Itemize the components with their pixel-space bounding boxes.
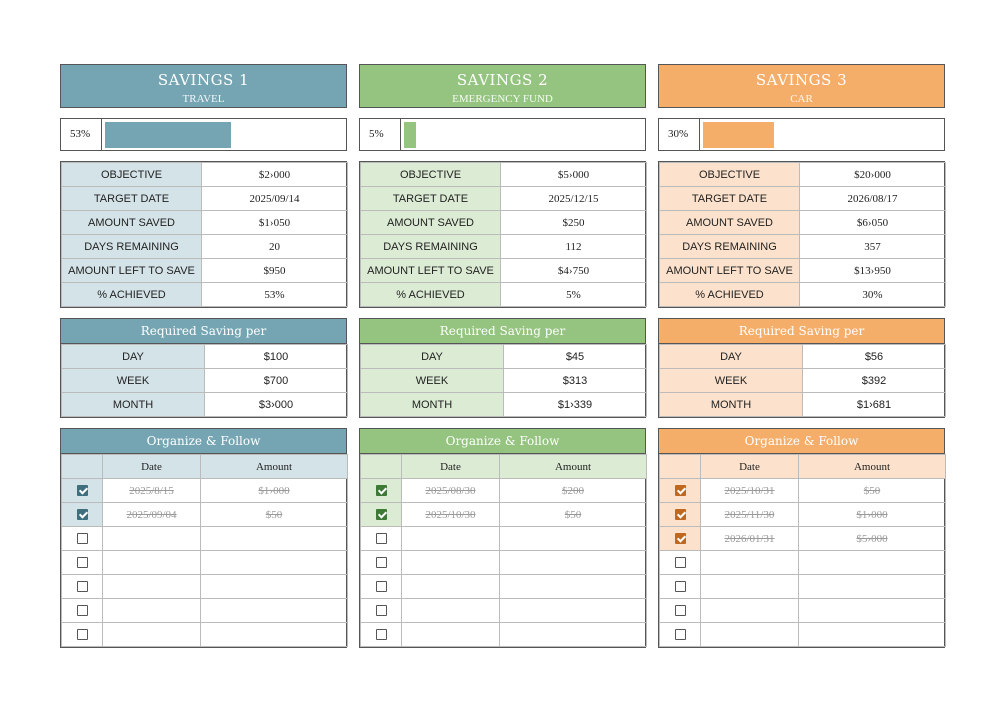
objective-value[interactable]: $2›000 [202, 163, 348, 187]
days-remaining-label: DAYS REMAINING [361, 235, 501, 259]
entry-date[interactable] [402, 623, 500, 647]
entry-row [660, 623, 946, 647]
organize-header-row [62, 455, 348, 479]
checked-checkbox[interactable] [675, 533, 686, 544]
days-remaining-value[interactable]: 357 [800, 235, 946, 259]
required-saving-title: Required Saving per [360, 319, 645, 344]
checkbox-cell [660, 551, 701, 575]
progress-bar [105, 122, 231, 148]
savings-header [359, 64, 646, 108]
organize-follow-title: Organize & Follow [360, 429, 645, 454]
checkbox-cell [62, 503, 103, 527]
per-month-value[interactable]: $3›000 [205, 393, 348, 417]
per-month-label: MONTH [361, 393, 504, 417]
objective-value[interactable]: $20›000 [800, 163, 946, 187]
checkbox-cell [660, 623, 701, 647]
objective-row [361, 163, 647, 187]
per-month-label: MONTH [62, 393, 205, 417]
days-remaining-value[interactable]: 112 [501, 235, 647, 259]
checked-checkbox[interactable] [675, 509, 686, 520]
savings-title: SAVINGS 2 [456, 71, 549, 89]
checkbox-cell [62, 527, 103, 551]
checkbox-cell [361, 503, 402, 527]
progress-bar [404, 122, 416, 148]
percent-achieved-label: % ACHIEVED [62, 283, 202, 307]
stats-table [359, 161, 646, 308]
entry-date[interactable]: 2025/11/30 [701, 503, 799, 527]
progress-box [658, 118, 945, 151]
checkbox-cell [660, 599, 701, 623]
stats-table [658, 161, 945, 308]
objective-row [62, 163, 348, 187]
entry-amount[interactable] [201, 575, 348, 599]
per-day-label: DAY [62, 345, 205, 369]
unchecked-checkbox[interactable] [77, 557, 88, 568]
entry-row [660, 527, 946, 551]
entry-row [361, 599, 647, 623]
progress-box [60, 118, 347, 151]
unchecked-checkbox[interactable] [77, 605, 88, 616]
days-remaining-row [361, 235, 647, 259]
entry-row [62, 503, 348, 527]
percent-achieved-row [361, 283, 647, 307]
per-month-row [62, 393, 348, 417]
progress-percent: 5% [369, 128, 384, 140]
per-month-row [660, 393, 946, 417]
checkbox-column-header [361, 455, 402, 479]
per-week-value[interactable]: $313 [504, 369, 647, 393]
amount-left-row [62, 259, 348, 283]
unchecked-checkbox[interactable] [77, 533, 88, 544]
savings-subtitle: TRAVEL [182, 93, 225, 105]
objective-label: OBJECTIVE [62, 163, 202, 187]
entry-amount[interactable] [500, 575, 647, 599]
required-saving-table [658, 318, 945, 418]
percent-achieved-value[interactable]: 30% [800, 283, 946, 307]
entry-row [62, 623, 348, 647]
entry-row [62, 551, 348, 575]
entry-row [361, 575, 647, 599]
checkbox-cell [660, 575, 701, 599]
entry-amount[interactable]: $1›000 [201, 479, 348, 503]
checkbox-cell [361, 623, 402, 647]
entry-amount[interactable]: $1›000 [799, 503, 946, 527]
target-date-value[interactable]: 2026/08/17 [800, 187, 946, 211]
entry-row [361, 623, 647, 647]
checkbox-cell [62, 623, 103, 647]
per-day-value[interactable]: $45 [504, 345, 647, 369]
checkbox-cell [361, 551, 402, 575]
target-date-value[interactable]: 2025/09/14 [202, 187, 348, 211]
entry-date[interactable]: 2025/09/04 [103, 503, 201, 527]
organize-follow-table [658, 428, 945, 648]
savings-subtitle: EMERGENCY FUND [452, 93, 553, 105]
entry-amount[interactable] [500, 551, 647, 575]
savings-subtitle: CAR [790, 93, 813, 105]
entry-row [361, 551, 647, 575]
entry-amount[interactable] [799, 623, 946, 647]
organize-follow-table [359, 428, 646, 648]
progress-bar [703, 122, 774, 148]
per-day-label: DAY [361, 345, 504, 369]
entry-amount[interactable]: $50 [500, 503, 647, 527]
savings-header [60, 64, 347, 108]
checked-checkbox[interactable] [376, 485, 387, 496]
date-column-header: Date [701, 455, 799, 479]
checkbox-cell [62, 575, 103, 599]
entry-row [62, 479, 348, 503]
percent-achieved-row [62, 283, 348, 307]
per-day-label: DAY [660, 345, 803, 369]
organize-follow-title: Organize & Follow [659, 429, 944, 454]
checkbox-cell [361, 479, 402, 503]
amount-left-value[interactable]: $4›750 [501, 259, 647, 283]
entry-date[interactable]: 2025/10/31 [701, 479, 799, 503]
entry-row [361, 527, 647, 551]
unchecked-checkbox[interactable] [376, 581, 387, 592]
entry-amount[interactable] [201, 527, 348, 551]
checked-checkbox[interactable] [77, 485, 88, 496]
stats-table [60, 161, 347, 308]
savings-header [658, 64, 945, 108]
required-saving-table [60, 318, 347, 418]
unchecked-checkbox[interactable] [376, 605, 387, 616]
entry-date[interactable] [402, 575, 500, 599]
objective-value[interactable]: $5›000 [501, 163, 647, 187]
amount-column-header: Amount [799, 455, 946, 479]
entry-row [660, 503, 946, 527]
per-month-label: MONTH [660, 393, 803, 417]
savings-column-3 [658, 64, 945, 648]
organize-header-row [361, 455, 647, 479]
entry-date[interactable] [701, 551, 799, 575]
savings-column-1 [60, 64, 347, 648]
entry-amount[interactable] [201, 551, 348, 575]
checked-checkbox[interactable] [77, 509, 88, 520]
organize-follow-table [60, 428, 347, 648]
amount-left-value[interactable]: $950 [202, 259, 348, 283]
checkbox-cell [660, 527, 701, 551]
unchecked-checkbox[interactable] [376, 629, 387, 640]
unchecked-checkbox[interactable] [77, 581, 88, 592]
entry-row [62, 575, 348, 599]
unchecked-checkbox[interactable] [675, 581, 686, 592]
required-saving-table [359, 318, 646, 418]
unchecked-checkbox[interactable] [675, 557, 686, 568]
target-date-label: TARGET DATE [62, 187, 202, 211]
per-month-row [361, 393, 647, 417]
progress-divider [400, 119, 401, 150]
checkbox-cell [62, 599, 103, 623]
per-week-label: WEEK [361, 369, 504, 393]
entry-amount[interactable]: $50 [201, 503, 348, 527]
objective-row [660, 163, 946, 187]
unchecked-checkbox[interactable] [376, 557, 387, 568]
per-month-value[interactable]: $1›339 [504, 393, 647, 417]
checkbox-cell [361, 527, 402, 551]
entry-date[interactable] [402, 599, 500, 623]
entry-row [361, 479, 647, 503]
objective-label: OBJECTIVE [660, 163, 800, 187]
days-remaining-row [62, 235, 348, 259]
entry-date[interactable] [103, 599, 201, 623]
entry-row [660, 551, 946, 575]
unchecked-checkbox[interactable] [376, 533, 387, 544]
amount-column-header: Amount [500, 455, 647, 479]
target-date-row [62, 187, 348, 211]
checkbox-cell [361, 599, 402, 623]
entry-date[interactable] [103, 575, 201, 599]
entry-amount[interactable] [500, 623, 647, 647]
per-week-label: WEEK [62, 369, 205, 393]
entry-amount[interactable]: $50 [799, 479, 946, 503]
per-week-value[interactable]: $392 [803, 369, 946, 393]
entry-amount[interactable]: $5›000 [799, 527, 946, 551]
savings-title: SAVINGS 1 [157, 71, 250, 89]
amount-saved-row [660, 211, 946, 235]
savings-title: SAVINGS 3 [755, 71, 848, 89]
percent-achieved-label: % ACHIEVED [660, 283, 800, 307]
entry-date[interactable] [402, 551, 500, 575]
entry-amount[interactable]: $200 [500, 479, 647, 503]
checked-checkbox[interactable] [376, 509, 387, 520]
entry-date[interactable] [701, 623, 799, 647]
objective-label: OBJECTIVE [361, 163, 501, 187]
amount-saved-value[interactable]: $1›050 [202, 211, 348, 235]
amount-saved-value[interactable]: $6›050 [800, 211, 946, 235]
amount-left-row [361, 259, 647, 283]
entry-amount[interactable] [799, 575, 946, 599]
date-column-header: Date [402, 455, 500, 479]
target-date-row [361, 187, 647, 211]
amount-saved-value[interactable]: $250 [501, 211, 647, 235]
per-week-value[interactable]: $700 [205, 369, 348, 393]
entry-date[interactable] [701, 599, 799, 623]
entry-date[interactable] [402, 527, 500, 551]
entry-row [62, 599, 348, 623]
amount-saved-row [361, 211, 647, 235]
unchecked-checkbox[interactable] [77, 629, 88, 640]
savings-column-2 [359, 64, 646, 648]
checkbox-cell [361, 575, 402, 599]
progress-box [359, 118, 646, 151]
required-saving-title: Required Saving per [61, 319, 346, 344]
target-date-label: TARGET DATE [361, 187, 501, 211]
amount-left-row [660, 259, 946, 283]
required-saving-title: Required Saving per [659, 319, 944, 344]
percent-achieved-value[interactable]: 5% [501, 283, 647, 307]
amount-left-label: AMOUNT LEFT TO SAVE [361, 259, 501, 283]
amount-left-label: AMOUNT LEFT TO SAVE [62, 259, 202, 283]
entry-row [361, 503, 647, 527]
days-remaining-label: DAYS REMAINING [660, 235, 800, 259]
per-week-row [62, 369, 348, 393]
organize-header-row [660, 455, 946, 479]
checkbox-column-header [62, 455, 103, 479]
days-remaining-row [660, 235, 946, 259]
checked-checkbox[interactable] [675, 485, 686, 496]
amount-saved-label: AMOUNT SAVED [62, 211, 202, 235]
progress-divider [101, 119, 102, 150]
entry-date[interactable]: 2025/08/30 [402, 479, 500, 503]
entry-row [660, 575, 946, 599]
entry-date[interactable]: 2025/8/15 [103, 479, 201, 503]
checkbox-cell [62, 551, 103, 575]
unchecked-checkbox[interactable] [675, 605, 686, 616]
amount-saved-label: AMOUNT SAVED [361, 211, 501, 235]
entry-row [660, 479, 946, 503]
target-date-value[interactable]: 2025/12/15 [501, 187, 647, 211]
progress-percent: 53% [70, 128, 91, 140]
per-day-row [361, 345, 647, 369]
per-week-row [660, 369, 946, 393]
checkbox-column-header [660, 455, 701, 479]
checkbox-cell [62, 479, 103, 503]
progress-percent: 30% [668, 128, 689, 140]
entry-date[interactable] [103, 623, 201, 647]
percent-achieved-row [660, 283, 946, 307]
entry-amount[interactable] [201, 599, 348, 623]
amount-saved-row [62, 211, 348, 235]
entry-row [62, 527, 348, 551]
checkbox-cell [660, 479, 701, 503]
percent-achieved-value[interactable]: 53% [202, 283, 348, 307]
entry-date[interactable] [103, 527, 201, 551]
days-remaining-label: DAYS REMAINING [62, 235, 202, 259]
per-day-value[interactable]: $100 [205, 345, 348, 369]
amount-column-header: Amount [201, 455, 348, 479]
date-column-header: Date [103, 455, 201, 479]
entry-amount[interactable] [500, 599, 647, 623]
per-month-value[interactable]: $1›681 [803, 393, 946, 417]
per-day-value[interactable]: $56 [803, 345, 946, 369]
per-day-row [62, 345, 348, 369]
entry-amount[interactable] [799, 599, 946, 623]
per-week-label: WEEK [660, 369, 803, 393]
entry-date[interactable] [103, 551, 201, 575]
amount-saved-label: AMOUNT SAVED [660, 211, 800, 235]
progress-divider [699, 119, 700, 150]
days-remaining-value[interactable]: 20 [202, 235, 348, 259]
per-day-row [660, 345, 946, 369]
entry-date[interactable]: 2026/01/31 [701, 527, 799, 551]
unchecked-checkbox[interactable] [675, 629, 686, 640]
amount-left-label: AMOUNT LEFT TO SAVE [660, 259, 800, 283]
entry-amount[interactable] [799, 551, 946, 575]
target-date-label: TARGET DATE [660, 187, 800, 211]
percent-achieved-label: % ACHIEVED [361, 283, 501, 307]
entry-row [660, 599, 946, 623]
entry-date[interactable]: 2025/10/30 [402, 503, 500, 527]
amount-left-value[interactable]: $13›950 [800, 259, 946, 283]
entry-amount[interactable] [500, 527, 647, 551]
target-date-row [660, 187, 946, 211]
checkbox-cell [660, 503, 701, 527]
entry-date[interactable] [701, 575, 799, 599]
per-week-row [361, 369, 647, 393]
entry-amount[interactable] [201, 623, 348, 647]
organize-follow-title: Organize & Follow [61, 429, 346, 454]
